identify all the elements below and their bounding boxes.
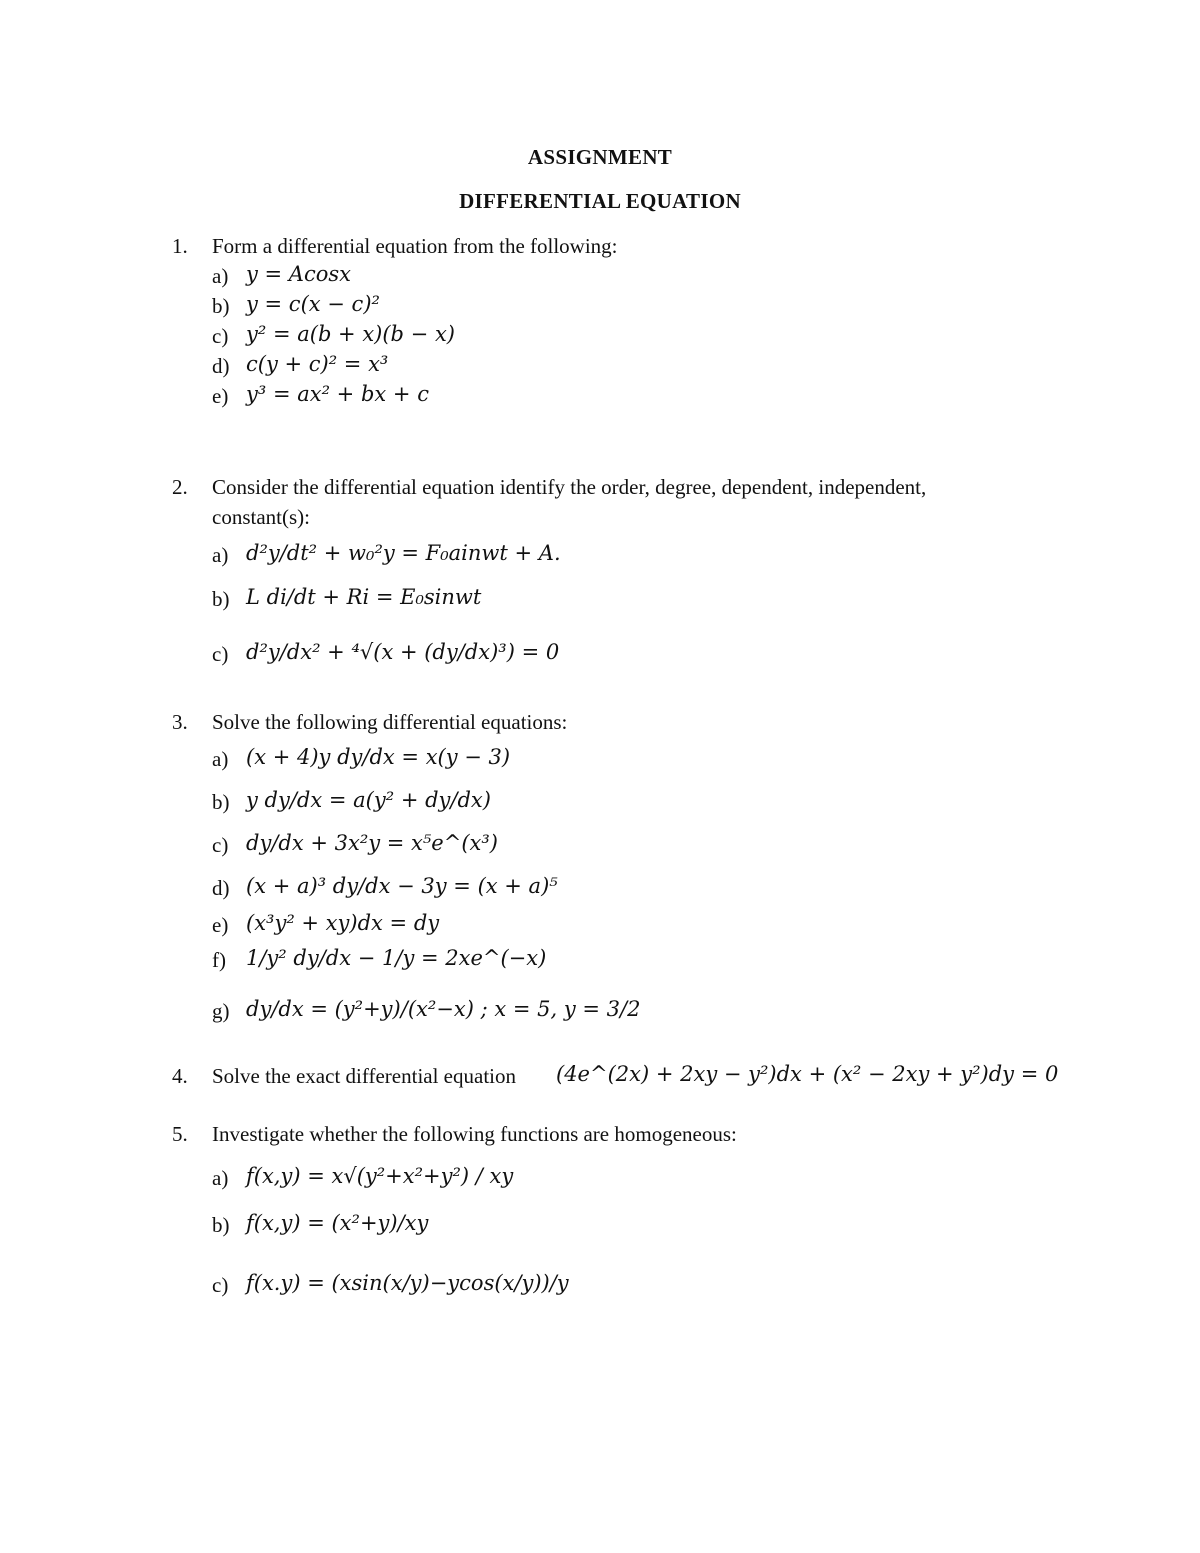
item-label: a) — [212, 264, 229, 288]
item-label: d) — [212, 354, 230, 378]
question-text: Solve the following differential equations: — [212, 710, 568, 734]
question-text-continued: constant(s): — [212, 505, 310, 529]
item-equation: f(x.y) = (xsin(x/y)−ycos(x/y))/y — [246, 1271, 569, 1295]
page-title: ASSIGNMENT — [527, 145, 673, 169]
item-equation: y = c(x − c)² — [246, 292, 380, 316]
item-equation: (x³y² + xy)dx = dy — [246, 911, 440, 935]
item-equation: (x + a)³ dy/dx − 3y = (x + a)⁵ — [246, 874, 558, 898]
item-equation: dy/dx = (y²+y)/(x²−x) ; x = 5, y = 3/2 — [246, 997, 641, 1021]
item-equation: d²y/dx² + ⁴√(x + (dy/dx)³) = 0 — [246, 640, 560, 664]
item-equation: (x + 4)y dy/dx = x(y − 3) — [246, 745, 511, 769]
item-equation: y³ = ax² + bx + c — [246, 382, 429, 406]
item-label: e) — [212, 913, 229, 937]
question-number: 5. — [172, 1122, 188, 1146]
exact-equation: (4e^(2x) + 2xy − y²)dx + (x² − 2xy + y²)dy = 0 — [556, 1062, 1059, 1086]
item-equation: dy/dx + 3x²y = x⁵e^(x³) — [246, 831, 498, 855]
item-equation: 1/y² dy/dx − 1/y = 2xe^(−x) — [246, 946, 547, 970]
item-equation: y = Acosx — [246, 262, 351, 286]
question-text: Form a differential equation from the following: — [212, 234, 618, 258]
item-label: b) — [212, 294, 230, 318]
item-equation: f(x,y) = (x²+y)/xy — [246, 1211, 429, 1235]
item-label: d) — [212, 876, 230, 900]
item-label: b) — [212, 1213, 230, 1237]
item-label: a) — [212, 543, 229, 567]
item-label: c) — [212, 1273, 229, 1297]
question-text: Consider the differential equation identify the order, degree, dependent, independent, — [212, 475, 927, 499]
item-label: a) — [212, 1166, 229, 1190]
question-number: 1. — [172, 234, 188, 258]
question-number: 2. — [172, 475, 188, 499]
item-equation: y dy/dx = a(y² + dy/dx) — [246, 788, 491, 812]
item-label: f) — [212, 948, 226, 972]
item-label: a) — [212, 747, 229, 771]
item-label: c) — [212, 324, 229, 348]
item-equation: d²y/dt² + w₀²y = F₀ainwt + A. — [246, 541, 561, 565]
question-number: 3. — [172, 710, 188, 734]
item-label: e) — [212, 384, 229, 408]
item-label: c) — [212, 642, 229, 666]
question-text: Investigate whether the following functions are homogeneous: — [212, 1122, 737, 1146]
question-number: 4. — [172, 1064, 188, 1088]
item-equation: y² = a(b + x)(b − x) — [246, 322, 455, 346]
item-equation: L di/dt + Ri = E₀sinwt — [246, 585, 482, 609]
item-equation: c(y + c)² = x³ — [246, 352, 389, 376]
item-equation: f(x,y) = x√(y²+x²+y²) / xy — [246, 1164, 514, 1188]
item-label: b) — [212, 587, 230, 611]
item-label: c) — [212, 833, 229, 857]
question-text: Solve the exact differential equation — [212, 1064, 516, 1088]
page-subtitle: DIFFERENTIAL EQUATION — [459, 189, 741, 213]
item-label: g) — [212, 999, 230, 1023]
item-label: b) — [212, 790, 230, 814]
